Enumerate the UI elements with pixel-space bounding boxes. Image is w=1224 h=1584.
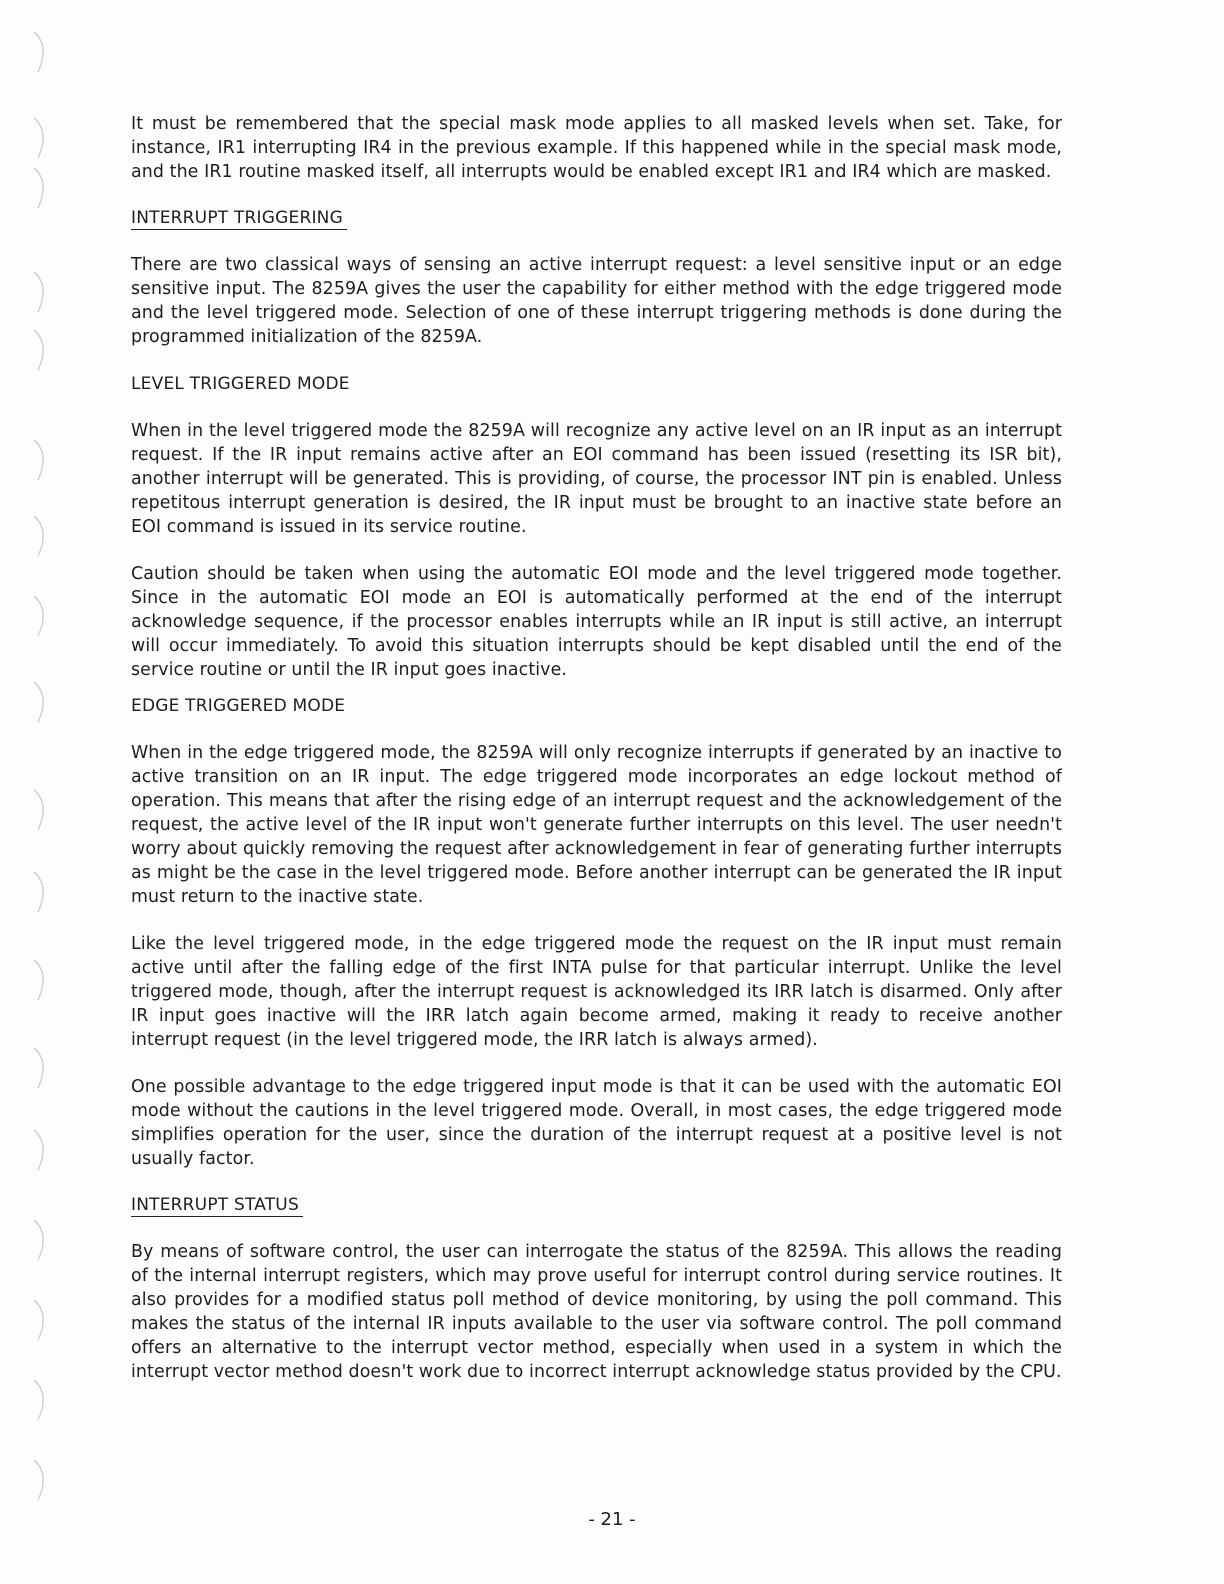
document-body — [131, 112, 1062, 1384]
heading-interrupt-triggering: INTERRUPT TRIGGERING — [131, 207, 347, 230]
paragraph-triggering-methods: There are two classical ways of sensing an active interrupt request: a level sensitive input or an edge sensitive input. The 8259A gives the user the capability for either method with the edge triggered mode and the level triggered mode. Selection of one of these interrupt triggering methods is done during the programmed initialization of the 8259A. — [131, 255, 1062, 347]
heading-level-triggered-mode: LEVEL TRIGGERED MODE — [131, 374, 350, 394]
paragraph-edge-irr-latch: Like the level triggered mode, in the edge triggered mode the request on the IR input must remain active until after the falling edge of the first INTA pulse for that particular interrupt. Unlike the level triggered mode, though, after the interrupt request is acknowledged its IRR latch is disarmed. Only after IR input goes inactive will the IRR latch again become armed, making it ready to receive another interrupt request (in the level triggered mode, the IRR latch is always armed). — [131, 934, 1062, 1050]
heading-interrupt-status: INTERRUPT STATUS — [131, 1194, 303, 1217]
paragraph-edge-mode: When in the edge triggered mode, the 8259A will only recognize interrupts if generated by an inactive to active transition on an IR input. The edge triggered mode incorporates an edge lockout method of operation. This means that after the rising edge of an interrupt request and the acknowledgement of the request, the active level of the IR input won't generate further interrupts on this level. The user needn't worry about quickly removing the request after acknowledgement in fear of generating further interrupts as might be the case in the level triggered mode. Before another interrupt can be generated the IR input must return to the inactive state. — [131, 743, 1062, 907]
heading-edge-triggered-mode: EDGE TRIGGERED MODE — [131, 696, 346, 716]
paragraph-edge-advantage: One possible advantage to the edge triggered input mode is that it can be used with the automatic EOI mode without the cautions in the level triggered mode. Overall, in most cases, the edge triggered mode simplifies operation for the user, since the duration of the interrupt request at a positive level is not usually factor. — [131, 1077, 1062, 1169]
binder-hole-marks — [0, 0, 90, 1584]
page-number: - 21 - — [588, 1509, 636, 1530]
paragraph-interrupt-status: By means of software control, the user can interrogate the status of the 8259A. This allows the reading of the internal interrupt registers, which may prove useful for interrupt control during service routines. It also provides for a modified status poll method of device monitoring, by using the poll command. This makes the status of the internal IR inputs available to the user via software control. The poll command offers an alternative to the interrupt vector method, especially when used in a system in which the interrupt vector method doesn't work due to incorrect interrupt acknowledge status provided by the CPU. — [131, 1242, 1062, 1382]
paragraph-level-caution: Caution should be taken when using the automatic EOI mode and the level triggered mode together. Since in the automatic EOI mode an EOI is automatically performed at the end of the interrupt acknowledge sequence, if the processor enables interrupts while an IR input is still active, an interrupt will occur immediately. To avoid this situation interrupts should be kept disabled until the end of the service routine or until the IR input goes inactive. — [131, 564, 1062, 680]
paragraph-special-mask: It must be remembered that the special mask mode applies to all masked levels when set. Take, for instance, IR1 interrupting IR4 in the previous example. If this happened while in the special mask mode, and the IR1 routine masked itself, all interrupts would be enabled except IR1 and IR4 which are masked. — [131, 114, 1062, 182]
paragraph-level-mode: When in the level triggered mode the 8259A will recognize any active level on an IR input as an interrupt request. If the IR input remains active after an EOI command has been issued (resetting its ISR bit), another interrupt will be generated. This is providing, of course, the processor INT pin is enabled. Unless repetitous interrupt generation is desired, the IR input must be brought to an inactive state before an EOI command is issued in its service routine. — [131, 421, 1062, 537]
